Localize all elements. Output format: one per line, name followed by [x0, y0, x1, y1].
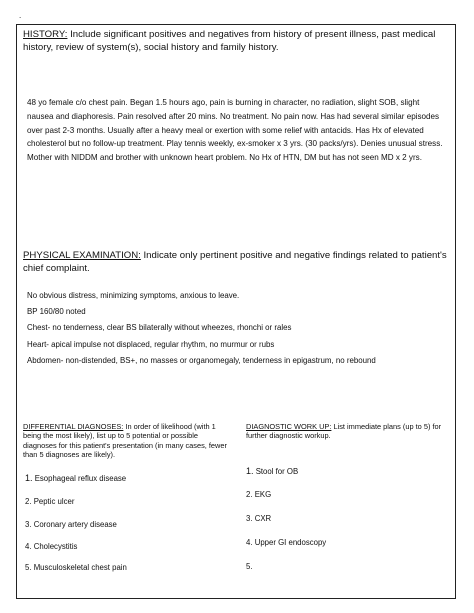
differential-item — [25, 542, 127, 563]
item-number: 5. — [25, 563, 32, 572]
finding-item: BP 160/80 noted — [27, 307, 86, 317]
history-narrative: 48 yo female c/o chest pain. Began 1.5 hours ago, pain is burning in character, no radiation, slight SOB, slight nausea and diaphoresis. Pain resolved after 20 mins. No treatment. No pain now. Has had several similar episodes over past 2-3 months. Usually after a heavy meal or exertion with some relief with antacids. Has Hx of elevated cholesterol but no follow-up treatment. Play tennis weekly, ex-smoker x 3 yrs. (30 packs/yrs). Denies unusual stress. Mother with NIDDM and brother with unknown heart problem. No Hx of HTN, DM but has not seen MD x 2 yrs. — [27, 98, 443, 163]
dot-mark: . — [19, 11, 22, 20]
differential-item — [25, 497, 127, 520]
physical-exam-instruction: Indicate only pertinent positive and negative findings related to patient's chief complaint. — [23, 250, 447, 274]
item-number: 4. — [25, 542, 32, 551]
workup-item — [246, 466, 326, 490]
item-number: 1. — [246, 466, 254, 476]
differential-header — [23, 422, 233, 460]
physical-exam-header — [23, 250, 451, 275]
workup-header — [246, 422, 456, 441]
workup-item — [246, 538, 326, 562]
item-text: Stool for OB — [255, 467, 299, 476]
item-text: Musculoskeletal chest pain — [33, 563, 127, 572]
finding-item: No obvious distress, minimizing symptoms, anxious to leave. — [27, 291, 240, 300]
finding-item: Abdomen- non-distended, BS+, no masses or organomegaly, tenderness in epigastrum, no rebound — [27, 355, 376, 365]
item-text: EKG — [254, 490, 272, 499]
workup-instruction: List immediate plans (up to 5) for further diagnostic workup. — [246, 422, 442, 441]
finding-item: Chest- no tenderness, clear BS bilaterally without wheezes, rhonchi or rales — [27, 323, 292, 333]
item-number: 5. — [246, 562, 253, 571]
differential-list — [25, 473, 127, 577]
item-text: Upper GI endoscopy — [254, 538, 327, 547]
history-instruction: Include significant positives and negatives from history of present illness, past medical history, review of system(s), social history and family history. — [23, 29, 436, 53]
item-number: 3. — [25, 520, 32, 529]
differential-label: DIFFERENTIAL DIAGNOSES: — [23, 422, 124, 431]
item-text: Coronary artery disease — [33, 520, 117, 529]
workup-list — [246, 466, 326, 576]
item-text: CXR — [254, 514, 272, 523]
differential-item — [25, 563, 127, 577]
workup-item — [246, 514, 326, 538]
workup-label: DIAGNOSTIC WORK UP: — [246, 422, 332, 431]
history-header — [23, 29, 451, 54]
differential-item — [25, 473, 127, 497]
history-label: HISTORY: — [23, 29, 68, 40]
item-number: 2. — [25, 497, 32, 506]
item-text: Peptic ulcer — [33, 497, 75, 506]
item-number: 1. — [25, 473, 33, 483]
differential-item — [25, 520, 127, 542]
item-number: 3. — [246, 514, 253, 523]
physical-exam-findings — [27, 288, 376, 369]
item-number: 2. — [246, 490, 253, 499]
item-text: Cholecystitis — [33, 542, 78, 551]
workup-item — [246, 562, 326, 576]
item-number: 4. — [246, 538, 253, 547]
physical-exam-label: PHYSICAL EXAMINATION: — [23, 250, 141, 261]
finding-item: Heart- apical impulse not displaced, regular rhythm, no murmur or rubs — [27, 339, 275, 349]
differential-instruction: In order of likelihood (with 1 being the most likely), list up to 5 potential or possible diagnoses for this patient's presentation (in many cases, fewer than 5 diagnoses are likely). — [23, 422, 227, 460]
workup-item — [246, 490, 326, 514]
item-text: Esophageal reflux disease — [34, 474, 127, 483]
